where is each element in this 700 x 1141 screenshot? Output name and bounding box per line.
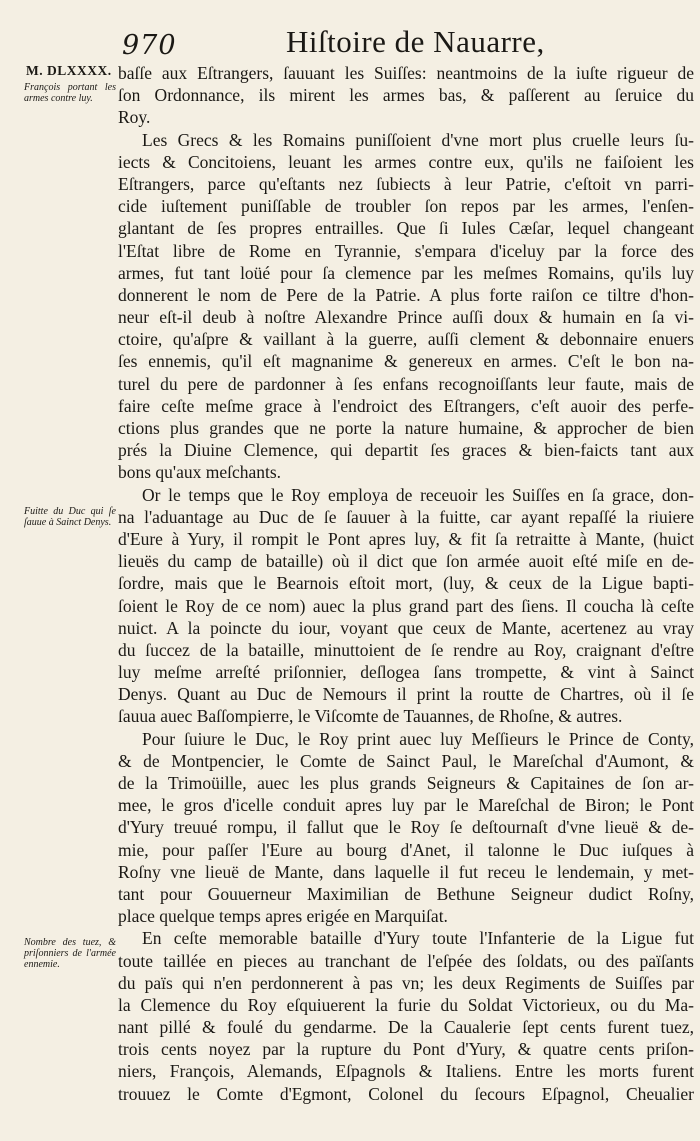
text-line: baſſe aux Eſtrangers, ſauuant les Suiſſes: neantmoins de la iuſte rigueur de bbox=[118, 63, 694, 83]
text-line: faire ceſte meſme grace à l'endroict des Eſtrangers, c'eſt auoir des perfe- bbox=[118, 395, 694, 416]
text-line: du païs qui n'en perdonnerent à pas vn; les deux Regiments de Suiſſes par bbox=[118, 972, 694, 993]
text-line: d'Eure à Yury, il rompit le Pont apres luy, & fit ſa retraitte à Mante, (huict bbox=[118, 528, 694, 549]
text-line: d'Yury treuué rompu, il fallut que le Roy ſe deſtournaſt d'vne lieuë & de- bbox=[118, 817, 694, 838]
margin-note-armes: François portant les armes contre luy. bbox=[24, 82, 116, 104]
text-line: Denys. Quant au Duc de Nemours il print la routte de Chartres, où il ſe bbox=[118, 684, 694, 705]
text-line: de la Trimoüille, auec les plus grands Seigneurs & Capitaines de ſon ar- bbox=[118, 773, 694, 793]
text-line: nant pillé & foulé du gendarme. De la Caualerie ſept cents furent tuez, bbox=[118, 1017, 694, 1038]
text-line: Or le temps que le Roy employa de receuoir les Suiſſes en ſa grace, don- bbox=[142, 484, 694, 505]
text-line: turel du pere de pardonner à ſes enfans recognoiſſants leur faute, mais de bbox=[118, 373, 694, 394]
text-line: ſes ennemis, qu'il eſt magnanime & genereux en armes. C'eſt le bon na- bbox=[118, 351, 694, 372]
text-line: ſordre, mais que le Bearnois eſtoit mort, (luy, & ceux de la Ligue bapti- bbox=[118, 573, 694, 594]
text-line: Pour ſuiure le Duc, le Roy print auec luy Meſſieurs le Prince de Conty, bbox=[142, 728, 694, 749]
text-line: ſauua auec Baſſompierre, le Viſcomte de Tauannes, de Rhoſne, & autres. bbox=[118, 706, 623, 727]
text-line: toute taillée en pieces au tranchant de l'eſpée des ſoldats, ou des païſants bbox=[118, 950, 694, 971]
text-line: nuict. A la poincte du iour, voyant que ceux de Mante, acertenez au vray bbox=[118, 617, 694, 638]
text-line: Eſtrangers, parce qu'eſtants nez ſubiects à leur Patrie, c'eſtoit vn parri- bbox=[118, 173, 694, 194]
page-number: 970 bbox=[122, 30, 177, 61]
text-line: & de Montpencier, le Comte de Sainct Paul, le Mareſchal d'Aumont, & bbox=[118, 750, 694, 771]
text-line: En ceſte memorable bataille d'Yury toute l'Infanterie de la Ligue fut bbox=[142, 928, 694, 949]
text-line: du ſuccez de la bataille, minuttoient de ſe rendre au Roy, craignant d'eſtre bbox=[118, 639, 694, 660]
text-line: glantant de ſes propres entrailles. Que ſi Iules Cæſar, lequel changeant bbox=[118, 218, 694, 239]
text-line: mie, pour paſſer l'Eure au bourg d'Anet, il talonne le Duc iuſques à bbox=[118, 839, 694, 860]
text-line: trouuez le Comte d'Egmont, Colonel du ſecours Eſpagnol, Cheualier bbox=[118, 1083, 694, 1104]
text-line: ctoire, qu'aſpre & vaillant à la guerre, auſſi clement & debonnaire enuers bbox=[118, 329, 694, 350]
text-line: lieuës du camp de bataille) où il dict que ſon armée auoit eſté miſe en de- bbox=[118, 551, 694, 572]
text-line: ſoient le Roy de ce nom) auec la plus grand part des ſiens. Il coucha là ceſte bbox=[118, 595, 694, 616]
text-line: iects & Concitoiens, leuant les armes contre eux, qu'ils ne faiſoient les bbox=[118, 151, 694, 172]
margin-note-fuitte: Fuitte du Duc qui ſe ſauue à Sainct Denys. bbox=[24, 506, 116, 528]
text-line: Les Grecs & les Romains puniſſoient d'vne mort plus cruelle leurs ſu- bbox=[142, 129, 694, 150]
text-line: prés la Diuine Clemence, qui departit ſes graces & bien-faicts tant aux bbox=[118, 440, 694, 461]
text-line: donnerent le nom de Pere de la Patrie. A plus forte raiſon ce tiltre d'hon- bbox=[118, 284, 694, 305]
text-line: ctions plus grandes que ne porte la nature humaine, & approcher de bien bbox=[118, 418, 694, 438]
text-line: Roſny vne lieuë de Mante, dans laquelle il fut receu le lendemain, y met- bbox=[118, 861, 694, 882]
text-line: la Clemence du Roy eſquiuerent la furie du Soldat Victorieux, ou du Ma- bbox=[118, 994, 694, 1015]
text-line: tant pour Gouuerneur Maximilian de Bethune Seigneur dudict Roſny, bbox=[118, 883, 694, 904]
text-line: trois cents noyez par la rupture du Pont d'Yury, & quatre cents priſon- bbox=[118, 1039, 694, 1060]
body-text bbox=[118, 62, 694, 1105]
text-line: place quelque temps apres erigée en Marquiſat. bbox=[118, 906, 448, 927]
running-title: Hiſtoire de Nauarre, bbox=[286, 24, 545, 59]
text-line: l'Eſtat libre de Rome en Tyrannie, s'empara d'iceluy par la force des bbox=[118, 240, 694, 261]
margin-year: M. DLXXXX. bbox=[26, 63, 112, 78]
text-line: Roy. bbox=[118, 107, 151, 128]
text-line: mee, le gros d'icelle conduit apres luy par le Mareſchal de Biron; le Pont bbox=[118, 795, 694, 816]
text-line: cide iuſtement puniſſable de troubler ſon repos par les armes, l'enſen- bbox=[118, 196, 694, 217]
text-line: na l'aduantage au Duc de ſe ſauuer à la fuitte, car ayant repaſſé la riuiere bbox=[118, 506, 694, 527]
text-line: bons qu'aux meſchants. bbox=[118, 462, 282, 483]
text-line: luy meſme arreſté priſonnier, deſlogea ſans trompette, & vint à Sainct bbox=[118, 662, 694, 683]
text-line: niers, François, Alemands, Eſpagnols & Italiens. Entre les morts furent bbox=[118, 1061, 694, 1082]
text-line: neur eſt-il deub à noſtre Alexandre Prince auſſi doux & humain en ſa vi- bbox=[118, 307, 694, 328]
margin-note-nombre: Nombre des tuez, & priſonniers de l'armée ennemie. bbox=[24, 937, 116, 970]
text-line: armes, fut tant loüé pour ſa clemence par les meſmes Romains, qu'ils luy bbox=[118, 262, 694, 283]
text-line: ſon Ordonnance, ils mirent les armes bas, & paſſerent au ſeruice du bbox=[118, 85, 694, 106]
